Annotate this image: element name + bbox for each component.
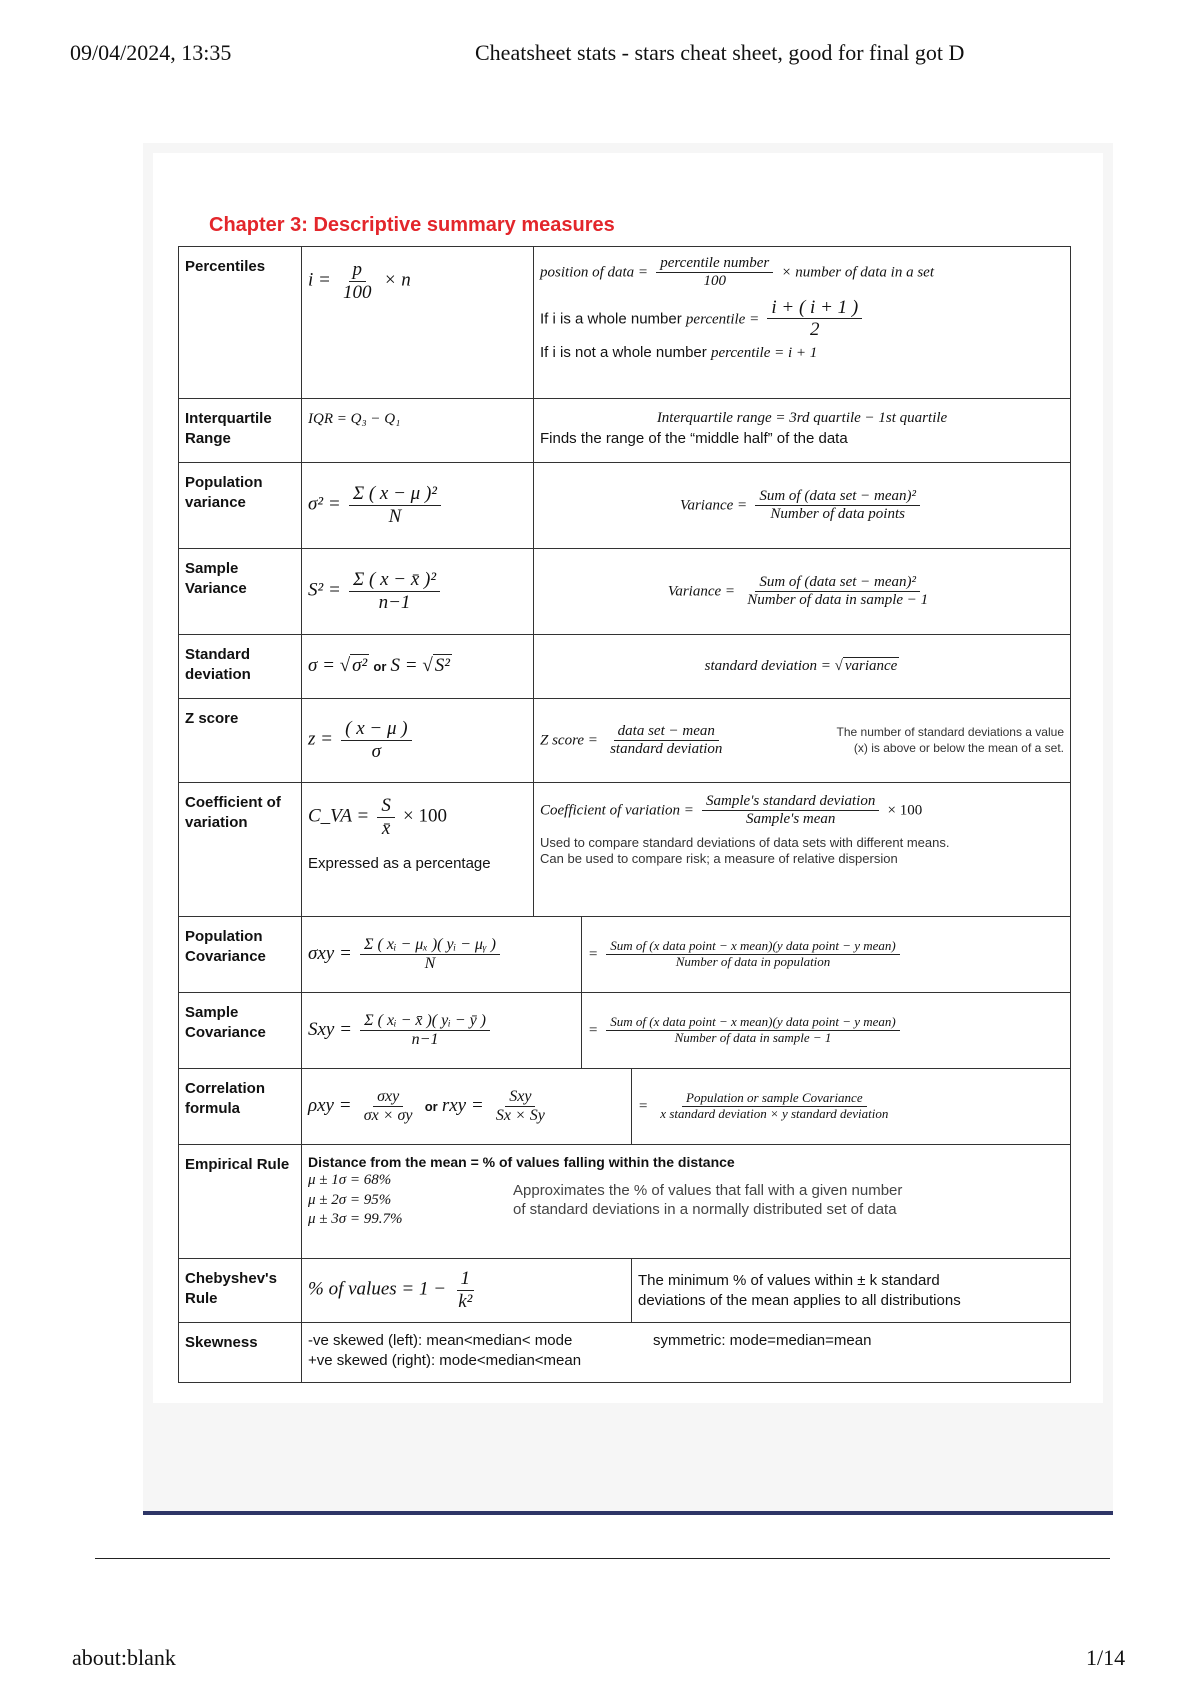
row-label-chebyshev-rule: Chebyshev's Rule [179, 1259, 302, 1323]
table-row-iqr [179, 399, 1071, 463]
skewness-content: -ve skewed (left): mean<median< mode +ve skewed (right): mode<median<mean symmetric: mode=median=mean [302, 1323, 1071, 1383]
row-label-percentiles: Percentiles [179, 247, 302, 399]
row-label-correlation: Correlation formula [179, 1069, 302, 1145]
table-row-standard-deviation [179, 635, 1071, 699]
row-label-coefficient-of-variation: Coefficient of variation [179, 783, 302, 917]
table-row-population-covariance [179, 917, 1071, 993]
sample-covariance-formula: Sxy = $\frac{\text{Σ ( xᵢ − x̄ )( yᵢ − ȳ )}}{n-1}$ [302, 993, 582, 1069]
z-score-formula: z = $\frac{( x - \mu )}{\sigma}$ [302, 699, 534, 783]
iqr-formula: IQR = Q₃ − Q₁ [302, 399, 534, 463]
header-datetime: 09/04/2024, 13:35 [70, 40, 232, 65]
standard-deviation-formula: σ = √ σ² or S = √ S² [302, 635, 534, 699]
chebyshev-description: The minimum % of values within ± k standard deviations of the mean applies to all distributions [632, 1259, 1071, 1323]
table-row-empirical-rule [179, 1145, 1071, 1259]
standard-deviation-description: standard deviation = √ variance [534, 635, 1071, 699]
sample-variance-description: Variance = $\frac{\text{Sum of (data set − mean)²}}{\text{Number of data in sample − 1}}$ [534, 549, 1071, 635]
row-label-iqr: Interquartile Range [179, 399, 302, 463]
z-score-note: The number of standard deviations a value (x) is above or below the mean of a set. [836, 724, 1064, 755]
footer-page-number: 1/14 [1086, 1645, 1126, 1670]
row-label-empirical-rule: Empirical Rule [179, 1145, 302, 1259]
coefficient-of-variation-formula: C_VA = $\frac{S}{x̄}$ × 100 Expressed as a percentage [302, 783, 534, 917]
row-label-z-score: Z score [179, 699, 302, 783]
table-row-z-score [179, 699, 1071, 783]
table-row-sample-variance [179, 549, 1071, 635]
table-row-chebyshev-rule [179, 1259, 1071, 1323]
iqr-description: Interquartile range = 3rd quartile − 1st quartile Finds the range of the “middle half” of the data [534, 399, 1071, 463]
table-row-percentiles [179, 247, 1071, 399]
row-label-sample-variance: Sample Variance [179, 549, 302, 635]
table-row-coefficient-of-variation [179, 783, 1071, 917]
row-label-population-variance: Population variance [179, 463, 302, 549]
table-row-sample-covariance [179, 993, 1071, 1069]
chebyshev-formula: % of values = 1 − $\frac{1}{\text{k²}}$ [302, 1259, 632, 1323]
chapter-title: Chapter 3: Descriptive summary measures [209, 214, 615, 236]
sample-covariance-description: = $\frac{\text{Sum of (x data point − x mean)(y data point − y mean)}}{\text{Number of data in sample − 1}}$ [582, 993, 1071, 1069]
page-divider [95, 1558, 1110, 1559]
coefficient-of-variation-description: Coefficient of variation = $\frac{\text{Sample's standard deviation}}{\text{Sample's mean}}$ × 100 Used to compare standard deviations of data sets with different means. Can be used to compare risk; a measure of relative dispersion [534, 783, 1071, 917]
z-score-description: Z score = $\frac{\text{data set − mean}}{\text{standard deviation}}$ The number of standard deviations a value (x) is above or below the mean of a set. [534, 699, 1071, 783]
population-variance-formula: σ² = $\frac{\text{Σ ( x − μ )²}}{N}$ [302, 463, 534, 549]
correlation-formula: ρxy = $\frac{\text{σxy}}{\sigma x \times \sigma y}$ or rxy = $\frac{\text{Sxy}}{Sx \times Sy}$ [302, 1069, 632, 1145]
table-row-correlation [179, 1069, 1071, 1145]
sample-variance-formula: S² = $\frac{\text{Σ ( x − x̄ )²}}{n-1}$ [302, 549, 534, 635]
empirical-rule-content: Distance from the mean = % of values falling within the distance μ ± 1σ = 68% μ ± 2σ = 95% μ ± 3σ = 99.7% Approximates the % of values that fall with a given number of standard deviations in a normally distributed set of data [302, 1145, 1071, 1259]
footer-url: about:blank [72, 1645, 176, 1670]
population-covariance-description: = $\frac{\text{Sum of (x data point − x mean)(y data point − y mean)}}{\text{Number of data in population}}$ [582, 917, 1071, 993]
row-label-population-covariance: Population Covariance [179, 917, 302, 993]
row-label-sample-covariance: Sample Covariance [179, 993, 302, 1069]
header-title: Cheatsheet stats - stars cheat sheet, good for final got D [475, 40, 965, 65]
correlation-description: = $\frac{\text{Population or sample Covariance}}{\text{x standard deviation × y standard deviation}}$ [632, 1069, 1071, 1145]
row-label-skewness: Skewness [179, 1323, 302, 1383]
percentile-description: position of data = $\frac{\text{percentile number}}{100}$ × number of data in a set If i is a whole number percentile = $\frac{i + ( i + 1 )}{2}$ If i is not a whole number percentile = i + 1 [534, 247, 1071, 399]
formula-table [178, 246, 1071, 1383]
percentile-formula: i = $\frac{p}{100}$ × n [302, 247, 534, 399]
row-label-standard-deviation: Standard deviation [179, 635, 302, 699]
population-variance-description: Variance = $\frac{\text{Sum of (data set − mean)²}}{\text{Number of data points}}$ [534, 463, 1071, 549]
population-covariance-formula: σxy = $\frac{\text{Σ ( xᵢ − μₓ )( yᵢ − μᵧ )}}{N}$ [302, 917, 582, 993]
table-row-population-variance [179, 463, 1071, 549]
table-row-skewness [179, 1323, 1071, 1383]
